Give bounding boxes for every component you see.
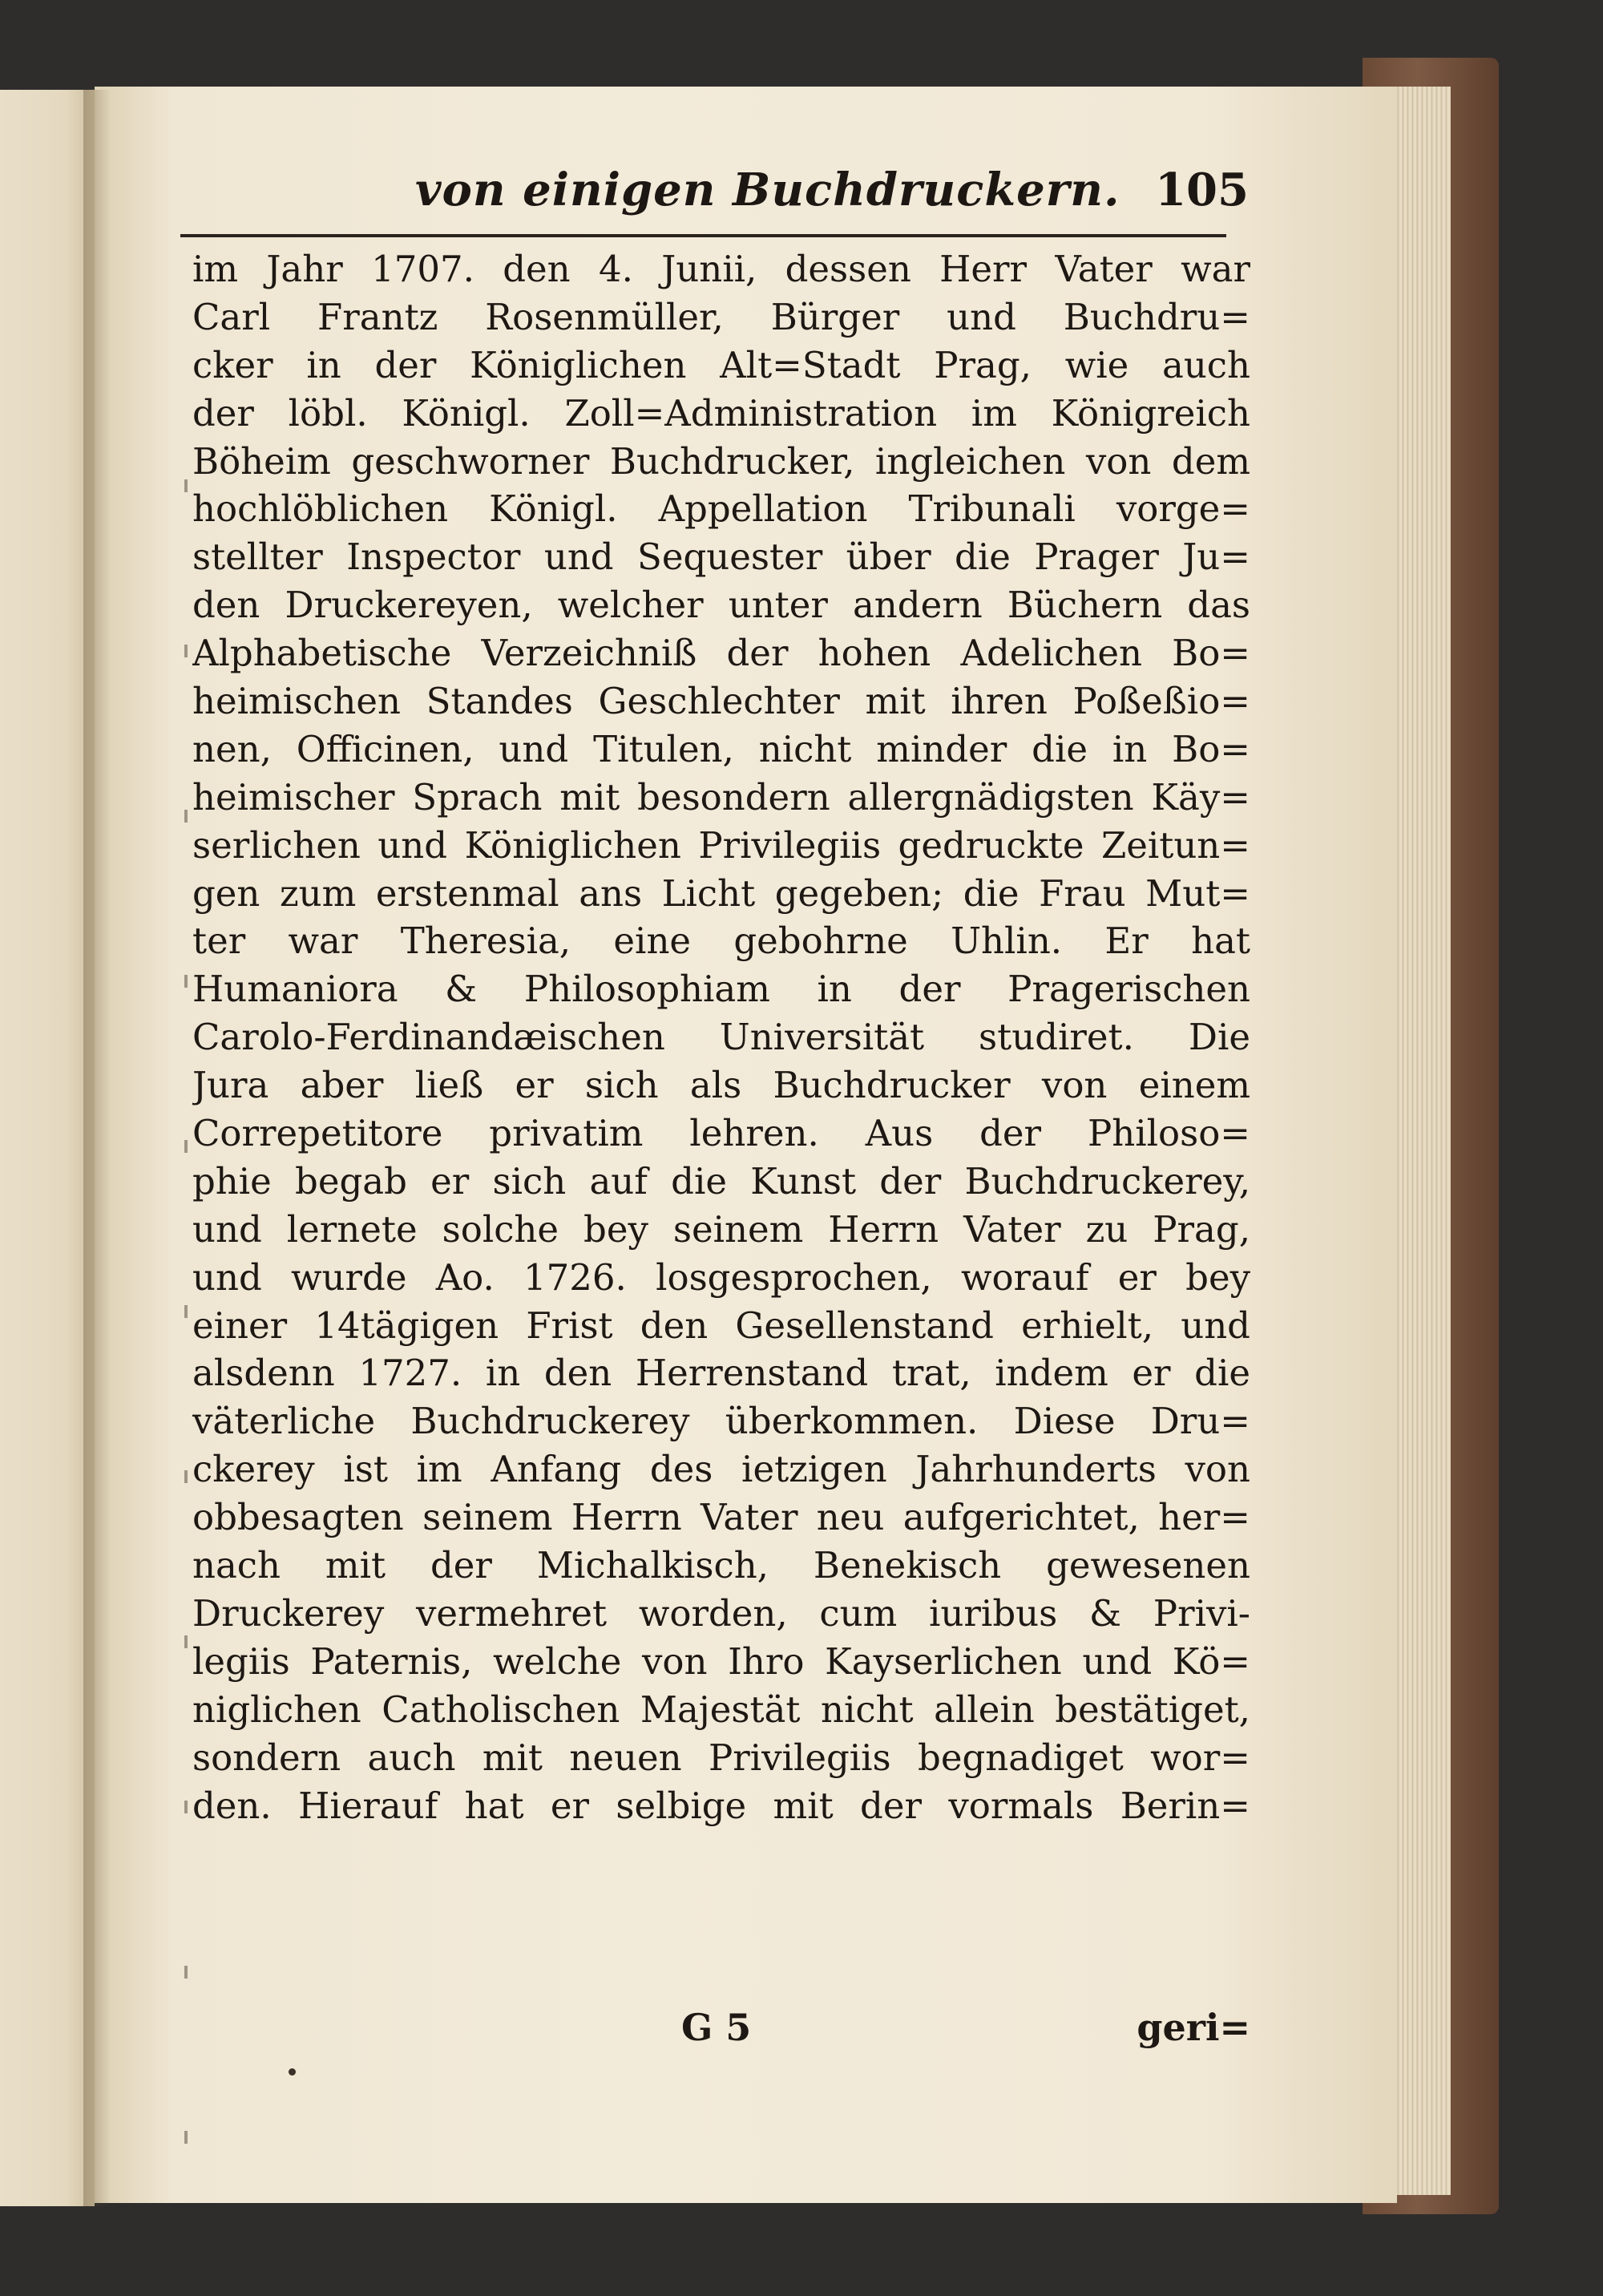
ink-spot <box>289 2068 296 2076</box>
page-header <box>415 160 1249 224</box>
text-line: Carolo-Ferdinandæischen Universität studiret. Die <box>192 1016 1250 1059</box>
text-line: niglichen Catholischen Majestät nicht allein bestätiget, <box>192 1688 1250 1731</box>
text-line: ckerey ist im Anfang des ietzigen Jahrhunderts von <box>192 1448 1250 1491</box>
text-line: sondern auch mit neuen Privilegiis begnadiget wor= <box>192 1736 1250 1779</box>
text-line: Jura aber ließ er sich als Buchdrucker von einem <box>192 1064 1250 1107</box>
text-line: Correpetitore privatim lehren. Aus der Philoso= <box>192 1112 1250 1155</box>
header-rule <box>180 234 1226 237</box>
text-line: heimischen Standes Geschlechter mit ihren Poßeßio= <box>192 680 1250 723</box>
text-line: und lernete solche bey seinem Herrn Vater zu Prag, <box>192 1207 1250 1251</box>
body-text <box>192 245 1250 1829</box>
text-line: phie begab er sich auf die Kunst der Buchdruckerey, <box>192 1159 1250 1203</box>
text-line: Humaniora & Philosophiam in der Pragerischen <box>192 968 1250 1011</box>
text-line: cker in der Königlichen Alt=Stadt Prag, wie auch <box>192 343 1250 386</box>
text-line: den Druckereyen, welcher unter andern Büchern das <box>192 584 1250 627</box>
text-line: väterliche Buchdruckerey überkommen. Diese Dru= <box>192 1400 1250 1443</box>
text-line: der löbl. Königl. Zoll=Administration im Königreich <box>192 391 1250 435</box>
text-line: stellter Inspector und Sequester über die Prager Ju= <box>192 536 1250 579</box>
page-footer <box>192 2006 1250 2057</box>
text-line: alsdenn 1727. in den Herrenstand trat, indem er die <box>192 1352 1250 1395</box>
text-line: einer 14tägigen Frist den Gesellenstand erhielt, und <box>192 1304 1250 1347</box>
running-title: von einigen Buchdruckern. <box>415 164 1120 216</box>
signature-mark: G 5 <box>681 2006 752 2049</box>
text-line: und wurde Ao. 1726. losgesprochen, worauf er bey <box>192 1255 1250 1299</box>
text-line: nach mit der Michalkisch, Benekisch gewesenen <box>192 1544 1250 1587</box>
text-line: obbesagten seinem Herrn Vater neu aufgerichtet, her= <box>192 1496 1250 1539</box>
gutter-shadow <box>83 90 111 2206</box>
margin-marks <box>184 327 188 2251</box>
text-line: legiis Paternis, welche von Ihro Kayserlichen und Kö= <box>192 1639 1250 1683</box>
text-line: Druckerey vermehret worden, cum iuribus & Privi- <box>192 1591 1250 1635</box>
page-edges <box>1395 87 1451 2195</box>
text-line: im Jahr 1707. den 4. Junii, dessen Herr Vater war <box>192 248 1250 290</box>
text-line: nen, Officinen, und Titulen, nicht minder die in Bo= <box>192 727 1250 770</box>
page-number: 105 <box>1155 164 1249 216</box>
text-line: Carl Frantz Rosenmüller, Bürger und Buchdru= <box>192 295 1250 338</box>
text-line: serlichen und Königlichen Privilegiis gedruckte Zeitun= <box>192 823 1250 867</box>
text-line: ter war Theresia, eine gebohrne Uhlin. Er hat <box>192 920 1250 963</box>
text-line: hochlöblichen Königl. Appellation Tribunali vorge= <box>192 487 1250 531</box>
text-line: heimischer Sprach mit besondern allergnädigsten Käy= <box>192 775 1250 819</box>
text-line: den. Hierauf hat er selbige mit der vormals Berin= <box>192 1784 1250 1827</box>
text-line: Alphabetische Verzeichniß der hohen Adelichen Bo= <box>192 632 1250 675</box>
left-page <box>0 90 95 2206</box>
text-line: Böheim geschworner Buchdrucker, ingleichen von dem <box>192 439 1250 483</box>
catchword: geri= <box>1137 2006 1250 2049</box>
text-line: gen zum erstenmal ans Licht gegeben; die Frau Mut= <box>192 871 1250 915</box>
